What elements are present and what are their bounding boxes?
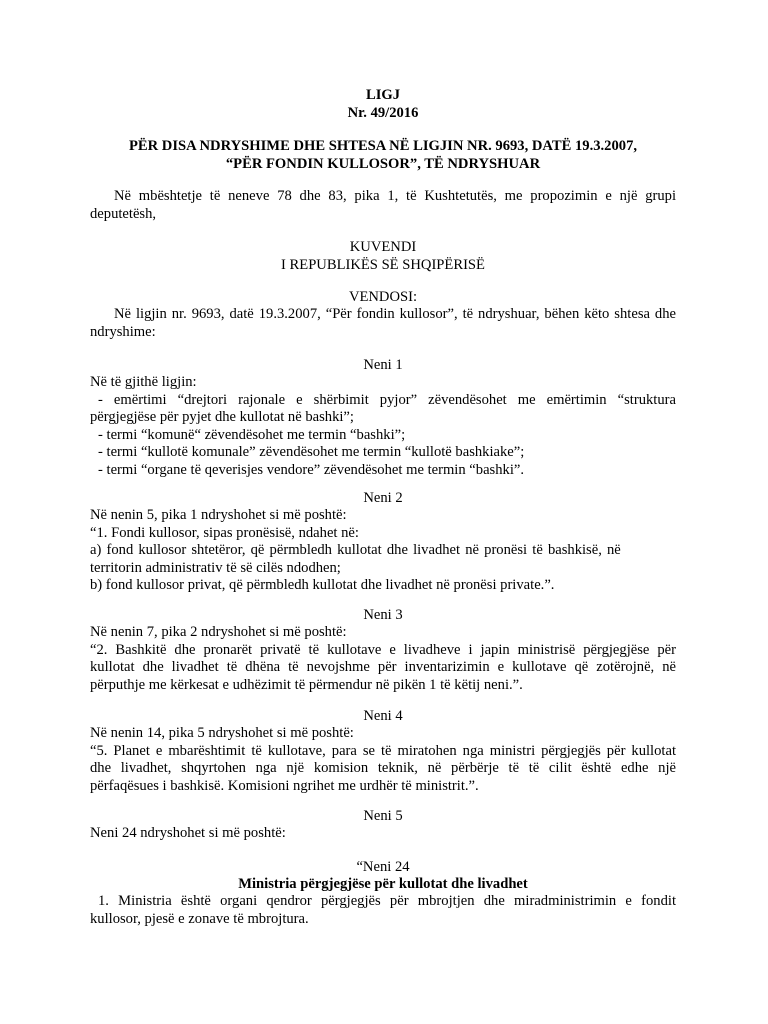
list-item: - termi “komunë“ zëvendësohet me termin “bashki”; xyxy=(98,426,406,443)
decision-line: Në ligjin nr. 9693, datë 19.3.2007, “Për fondin kullosor”, të ndryshuar, bëhen këto shtesa dhe xyxy=(114,306,676,322)
article-line: përputhje me kërkesat e udhëzimit të përmendur në pikën 1 të këtij neni.”. xyxy=(90,676,523,693)
list-item: - termi “kullotë komunale” zëvendësohet me termin “kullotë bashkiake”; xyxy=(98,444,525,461)
article-body xyxy=(90,725,676,795)
law-title xyxy=(90,138,676,173)
list-item: - emërtimi “drejtori rajonale e shërbimit pyjor” zëvendësohet me emërtimin “struktura xyxy=(98,391,676,408)
assembly-heading xyxy=(90,239,676,274)
preamble-line: Në mbështetje të neneve 78 dhe 83, pika 1, të Kushtetutës, me propozimin e një grupi xyxy=(114,188,676,204)
article-line: “1. Fondi kullosor, sipas pronësisë, ndahet në: xyxy=(90,524,359,541)
article-line: “2. Bashkitë dhe pronarët privatë të kullotave e livadheve i japin ministrisë përgjegjëse për xyxy=(90,641,676,658)
article-line: territorin administrativ të së cilës ndodhen; xyxy=(90,559,341,576)
article-intro: Në nenin 5, pika 1 ndryshohet si më poshtë: xyxy=(90,507,347,523)
preamble-line: deputetësh, xyxy=(90,205,157,222)
article-body xyxy=(90,624,676,694)
article-line: kullotat dhe livadhet të dhëna të nevojshme për inventarizimin e kullotave që zotërojnë, në xyxy=(90,659,676,676)
article-intro: Në të gjithë ligjin: xyxy=(90,374,197,390)
law-type: LIGJ xyxy=(365,87,401,103)
law-title-line: PËR DISA NDRYSHIME DHE SHTESA NË LIGJIN NR. 9693, DATË 19.3.2007, xyxy=(128,138,638,154)
decision-heading: VENDOSI: xyxy=(348,289,418,305)
article-body xyxy=(90,507,676,595)
article-heading: “Neni 24 xyxy=(356,859,410,875)
list-item: - termi “organe të qeverisjes vendore” zëvendësohet me termin “bashki”. xyxy=(98,461,525,478)
article-body xyxy=(90,374,676,480)
article-line: 1. Ministria është organi qendror përgjegjës për mbrojtjen dhe miradministrimin e fondit xyxy=(98,893,676,909)
article-intro: Në nenin 7, pika 2 ndryshohet si më poshtë: xyxy=(90,624,347,640)
decision-text xyxy=(90,306,676,341)
article-subtitle: Ministria përgjegjëse për kullotat dhe livadhet xyxy=(238,876,528,892)
decision-line: ndryshime: xyxy=(90,323,156,340)
article-body xyxy=(90,825,676,843)
article-line: kullosor, pjesë e zonave të mbrojtura. xyxy=(90,910,309,927)
preamble xyxy=(90,188,676,223)
article-heading: Neni 2 xyxy=(363,490,403,506)
law-title-line: “PËR FONDIN KULLOSOR”, TË NDRYSHUAR xyxy=(225,155,541,172)
article-intro: Neni 24 ndryshohet si më poshtë: xyxy=(90,825,286,841)
article-body xyxy=(90,893,676,928)
list-item: përgjegjëse për pyjet dhe kullotat në bashki”; xyxy=(90,409,354,426)
article-heading: Neni 3 xyxy=(363,607,403,623)
article-heading: Neni 4 xyxy=(363,708,403,724)
article-line: dhe livadhet, shqyrtohen nga një komision teknik, në përbërje të të cilit është edhe një xyxy=(90,760,676,777)
law-number: Nr. 49/2016 xyxy=(347,104,419,121)
article-heading: Neni 5 xyxy=(363,808,403,824)
article-line: përfaqësues i bashkisë. Komisioni ngrihet me urdhër të ministrit.”. xyxy=(90,777,479,794)
article-intro: Në nenin 14, pika 5 ndryshohet si më poshtë: xyxy=(90,725,354,741)
assembly-line: I REPUBLIKËS SË SHQIPËRISË xyxy=(281,256,485,273)
article-line: b) fond kullosor privat, që përmbledh kullotat dhe livadhet në pronësi private.”. xyxy=(90,577,555,594)
article-heading: Neni 1 xyxy=(363,357,403,373)
article-line: “5. Planet e mbarështimit të kullotave, para se të miratohen nga ministri përgjegjës për kullotat xyxy=(90,742,676,759)
law-header xyxy=(90,87,676,122)
article-line: a) fond kullosor shtetëror, që përmbledh kullotat dhe livadhet në pronësi të bashkisë, në xyxy=(90,542,621,559)
assembly-line: KUVENDI xyxy=(349,239,417,255)
